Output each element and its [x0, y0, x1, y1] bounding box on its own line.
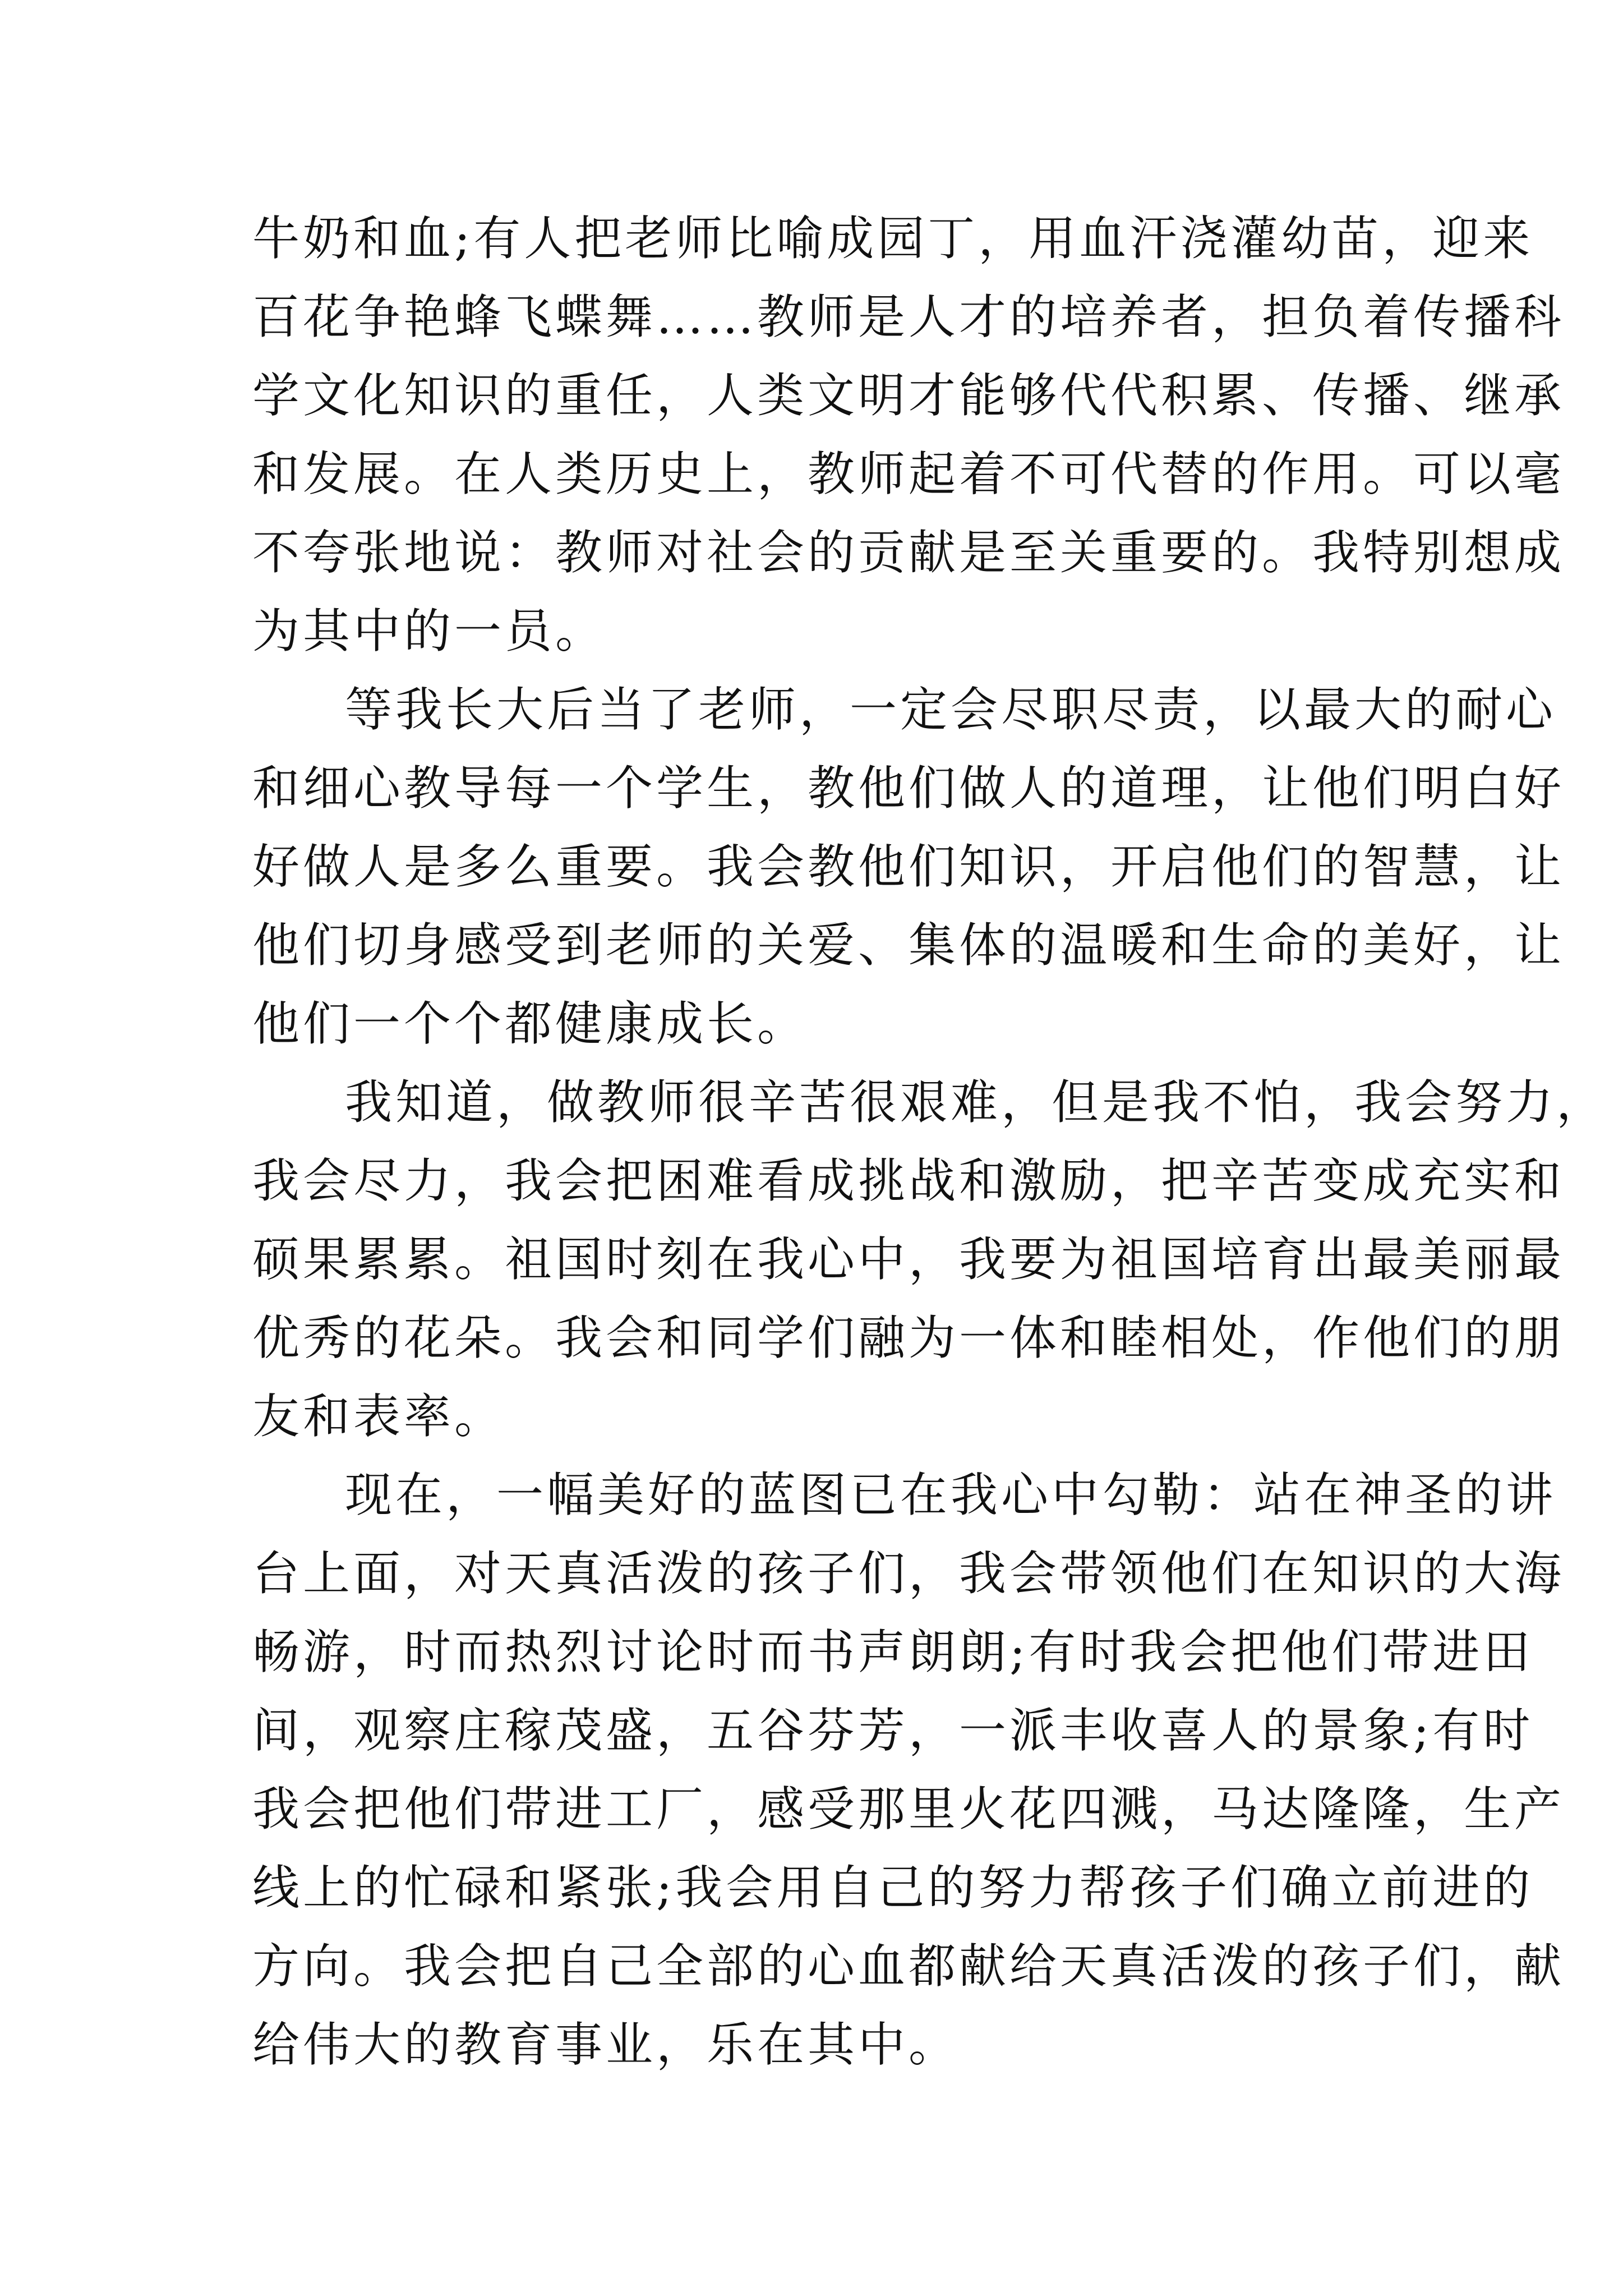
text-line: 线上的忙碌和紧张;我会用自己的努力帮孩子们确立前进的: [252, 1860, 1534, 1915]
text-line: 我知道，做教师很辛苦很艰难，但是我不怕，我会努力，: [345, 1075, 1607, 1130]
text-line: 好做人是多么重要。我会教他们知识，开启他们的智慧，让: [252, 839, 1565, 894]
text-line: 不夸张地说：教师对社会的贡献是至关重要的。我特别想成: [252, 525, 1565, 580]
text-line: 我会尽力，我会把困难看成挑战和激励，把辛苦变成充实和: [252, 1153, 1565, 1208]
text-line: 台上面，对天真活泼的孩子们，我会带领他们在知识的大海: [252, 1546, 1565, 1601]
text-line: 和发展。在人类历史上，教师起着不可代替的作用。可以毫: [252, 447, 1565, 501]
text-line: 学文化知识的重任，人类文明才能够代代积累、传播、继承: [252, 368, 1565, 423]
text-line: 现在，一幅美好的蓝图已在我心中勾勒：站在神圣的讲: [345, 1467, 1557, 1522]
text-line: 他们切身感受到老师的关爱、集体的温暖和生命的美好，让: [252, 918, 1565, 973]
text-line: 百花争艳蜂飞蝶舞……教师是人才的培养者，担负着传播科: [252, 289, 1565, 344]
text-line: 给伟大的教育事业，乐在其中。: [252, 2017, 960, 2072]
text-line: 我会把他们带进工厂，感受那里火花四溅，马达隆隆，生产: [252, 1782, 1565, 1837]
text-line: 畅游，时而热烈讨论时而书声朗朗;有时我会把他们带进田: [252, 1625, 1534, 1680]
text-line: 为其中的一员。: [252, 604, 606, 659]
text-line: 等我长大后当了老师，一定会尽职尽责，以最大的耐心: [345, 682, 1557, 737]
text-line: 间，观察庄稼茂盛，五谷芬芳，一派丰收喜人的景象;有时: [252, 1703, 1534, 1758]
text-line: 方向。我会把自己全部的心血都献给天真活泼的孩子们，献: [252, 1939, 1565, 1994]
text-line: 他们一个个都健康成长。: [252, 996, 808, 1051]
text-line: 牛奶和血;有人把老师比喻成园丁，用血汗浇灌幼苗，迎来: [252, 211, 1534, 266]
text-line: 硕果累累。祖国时刻在我心中，我要为祖国培育出最美丽最: [252, 1232, 1565, 1287]
text-line: 友和表率。: [252, 1389, 505, 1444]
text-line: 优秀的花朵。我会和同学们融为一体和睦相处，作他们的朋: [252, 1310, 1565, 1365]
text-line: 和细心教导每一个学生，教他们做人的道理，让他们明白好: [252, 761, 1565, 816]
